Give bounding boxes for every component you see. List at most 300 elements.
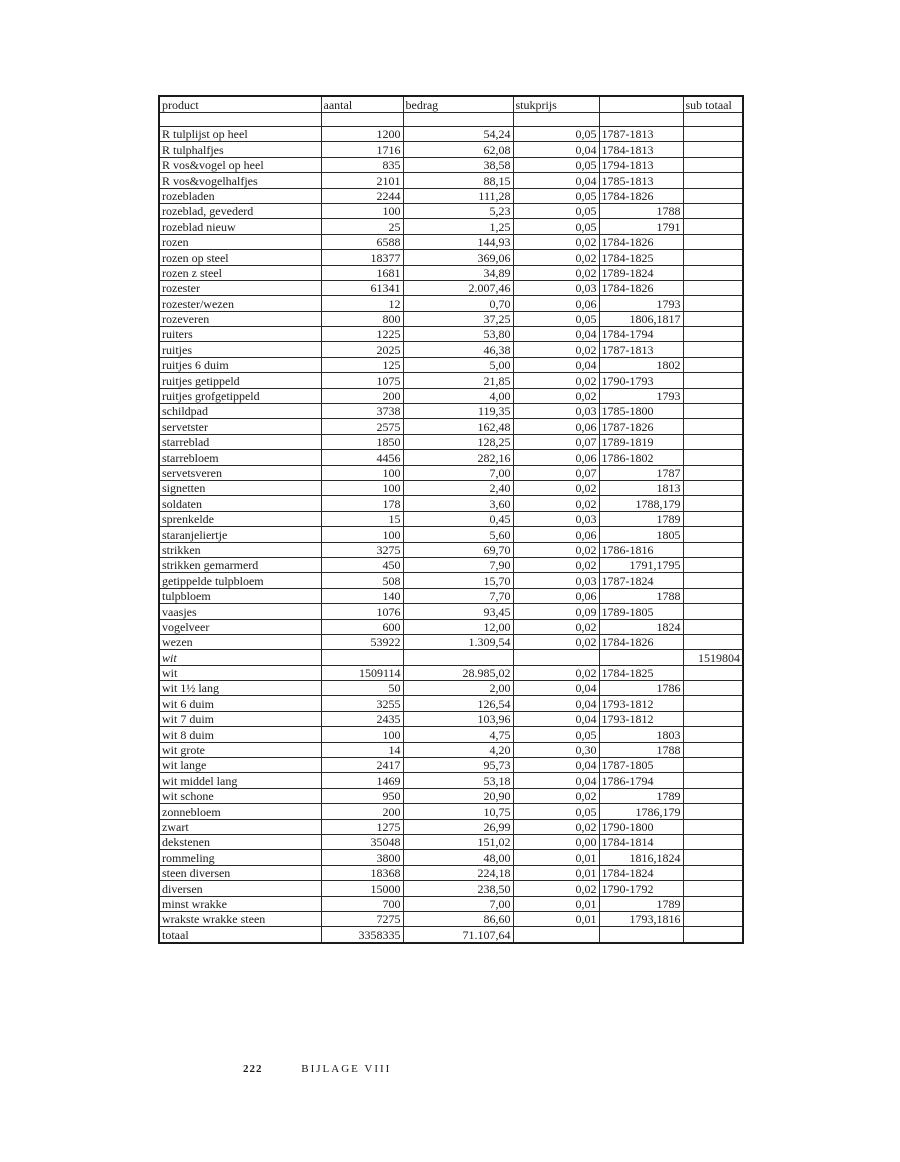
cell-bedrag: 28.985,02 — [403, 665, 513, 680]
cell-stukprijs: 0,07 — [513, 434, 599, 449]
cell-product: getippelde tulpbloem — [159, 573, 321, 588]
cell-subtotaal — [683, 342, 743, 357]
cell-years: 1787-1813 — [599, 127, 683, 142]
table-row — [159, 511, 743, 526]
cell-stukprijs: 0,05 — [513, 219, 599, 234]
cell-subtotaal — [683, 265, 743, 280]
table-row — [159, 711, 743, 726]
cell-years: 1788 — [599, 742, 683, 757]
table-row — [159, 157, 743, 172]
cell-years: 1824 — [599, 619, 683, 634]
cell-subtotaal — [683, 557, 743, 572]
table-row — [159, 588, 743, 603]
cell-product: ruitjes grofgetippeld — [159, 388, 321, 403]
cell-stukprijs: 0,05 — [513, 727, 599, 742]
cell-bedrag: 10,75 — [403, 804, 513, 819]
cell-stukprijs: 0,06 — [513, 527, 599, 542]
cell-aantal: 1850 — [321, 434, 403, 449]
cell-years: 1784-1826 — [599, 234, 683, 249]
cell-subtotaal — [683, 665, 743, 680]
cell-aantal: 61341 — [321, 280, 403, 295]
cell-years: 1784-1825 — [599, 665, 683, 680]
cell-product: ruiters — [159, 327, 321, 342]
cell-aantal: 700 — [321, 896, 403, 911]
cell-years: 1787-1805 — [599, 758, 683, 773]
cell-years: 1789 — [599, 788, 683, 803]
cell-subtotaal — [683, 634, 743, 649]
cell-aantal: 200 — [321, 388, 403, 403]
cell-bedrag: 7,70 — [403, 588, 513, 603]
cell-subtotaal — [683, 804, 743, 819]
cell-aantal: 1076 — [321, 604, 403, 619]
cell-bedrag: 26,99 — [403, 819, 513, 834]
cell-stukprijs — [513, 650, 599, 665]
cell-aantal: 4456 — [321, 450, 403, 465]
cell-stukprijs: 0,02 — [513, 480, 599, 495]
cell-product: rozen z steel — [159, 265, 321, 280]
cell-aantal: 12 — [321, 296, 403, 311]
cell-stukprijs: 0,04 — [513, 357, 599, 372]
cell-years: 1790-1792 — [599, 881, 683, 896]
cell-stukprijs: 0,02 — [513, 250, 599, 265]
cell-aantal: 1275 — [321, 819, 403, 834]
cell-years: 1806,1817 — [599, 311, 683, 326]
cell-subtotaal — [683, 250, 743, 265]
cell-product: minst wrakke — [159, 896, 321, 911]
cell-bedrag: 111,28 — [403, 188, 513, 203]
cell-subtotaal — [683, 573, 743, 588]
cell-subtotaal — [683, 927, 743, 943]
cell-years: 1794-1813 — [599, 157, 683, 172]
cell-bedrag: 37,25 — [403, 311, 513, 326]
cell-stukprijs: 0,02 — [513, 665, 599, 680]
cell-subtotaal — [683, 450, 743, 465]
cell-stukprijs: 0,04 — [513, 773, 599, 788]
cell-aantal — [321, 650, 403, 665]
cell-bedrag: 3,60 — [403, 496, 513, 511]
cell-subtotaal — [683, 157, 743, 172]
cell-years: 1786-1802 — [599, 450, 683, 465]
page-number: 222 — [243, 1063, 263, 1075]
table-row — [159, 850, 743, 865]
cell-product: R tulplijst op heel — [159, 127, 321, 142]
cell-bedrag: 88,15 — [403, 173, 513, 188]
cell-years: 1786-1816 — [599, 542, 683, 557]
cell-years: 1787 — [599, 465, 683, 480]
cell-bedrag: 126,54 — [403, 696, 513, 711]
cell-years: 1784-1794 — [599, 327, 683, 342]
cell-aantal: 3358335 — [321, 927, 403, 943]
cell-subtotaal — [683, 311, 743, 326]
cell-bedrag: 53,18 — [403, 773, 513, 788]
cell-bedrag: 21,85 — [403, 373, 513, 388]
cell-subtotaal — [683, 327, 743, 342]
cell-years: 1784-1824 — [599, 865, 683, 880]
cell-bedrag: 151,02 — [403, 834, 513, 849]
cell-product: rozester — [159, 280, 321, 295]
cell-subtotaal — [683, 173, 743, 188]
cell-subtotaal — [683, 711, 743, 726]
cell-product: wrakste wrakke steen — [159, 911, 321, 926]
cell-product: wezen — [159, 634, 321, 649]
table-row — [159, 773, 743, 788]
cell-product: servetsveren — [159, 465, 321, 480]
cell-years: 1802 — [599, 357, 683, 372]
table-row — [159, 665, 743, 680]
cell-subtotaal — [683, 527, 743, 542]
cell-aantal: 2244 — [321, 188, 403, 203]
cell-subtotaal — [683, 542, 743, 557]
cell-product: schildpad — [159, 404, 321, 419]
cell-years: 1784-1826 — [599, 280, 683, 295]
cell-bedrag: 5,00 — [403, 357, 513, 372]
cell-subtotaal — [683, 296, 743, 311]
cell-bedrag: 119,35 — [403, 404, 513, 419]
cell-bedrag: 224,18 — [403, 865, 513, 880]
cell-subtotaal — [683, 773, 743, 788]
cell-stukprijs: 0,04 — [513, 142, 599, 157]
table-row — [159, 357, 743, 372]
cell-stukprijs: 0,03 — [513, 573, 599, 588]
cell-subtotaal — [683, 588, 743, 603]
cell-bedrag: 162,48 — [403, 419, 513, 434]
cell-product: R tulphalfjes — [159, 142, 321, 157]
cell-subtotaal — [683, 434, 743, 449]
cell-subtotaal — [683, 742, 743, 757]
cell-stukprijs: 0,05 — [513, 127, 599, 142]
table-row — [159, 557, 743, 572]
cell-subtotaal — [683, 681, 743, 696]
table-row — [159, 696, 743, 711]
cell-stukprijs: 0,02 — [513, 619, 599, 634]
cell-years — [599, 927, 683, 943]
cell-bedrag: 128,25 — [403, 434, 513, 449]
cell-aantal: 2575 — [321, 419, 403, 434]
cell-stukprijs: 0,04 — [513, 327, 599, 342]
cell-bedrag: 1,25 — [403, 219, 513, 234]
cell-bedrag: 5,60 — [403, 527, 513, 542]
cell-product: diversen — [159, 881, 321, 896]
cell-subtotaal — [683, 388, 743, 403]
cell-subtotaal — [683, 865, 743, 880]
cell-years: 1788 — [599, 203, 683, 218]
cell-bedrag: 20,90 — [403, 788, 513, 803]
cell-aantal: 3738 — [321, 404, 403, 419]
cell-years: 1793 — [599, 388, 683, 403]
cell-product: steen diversen — [159, 865, 321, 880]
table-row — [159, 819, 743, 834]
cell-stukprijs: 0,02 — [513, 265, 599, 280]
cell-product: wit middel lang — [159, 773, 321, 788]
cell-product: rozen — [159, 234, 321, 249]
cell-product: tulpbloem — [159, 588, 321, 603]
table-row — [159, 280, 743, 295]
cell-product: wit 1½ lang — [159, 681, 321, 696]
cell-stukprijs: 0,07 — [513, 465, 599, 480]
cell-product: dekstenen — [159, 834, 321, 849]
table-row — [159, 404, 743, 419]
table-row — [159, 173, 743, 188]
cell-stukprijs: 0,04 — [513, 758, 599, 773]
cell-product: rozeveren — [159, 311, 321, 326]
cell-subtotaal — [683, 911, 743, 926]
cell-product: wit grote — [159, 742, 321, 757]
cell-stukprijs: 0,05 — [513, 203, 599, 218]
table-row — [159, 296, 743, 311]
cell-subtotaal — [683, 373, 743, 388]
cell-stukprijs: 0,02 — [513, 542, 599, 557]
cell-bedrag: 54,24 — [403, 127, 513, 142]
cell-years: 1786-1794 — [599, 773, 683, 788]
cell-stukprijs: 0,05 — [513, 804, 599, 819]
cell-subtotaal — [683, 834, 743, 849]
product-table — [158, 95, 744, 944]
table-row — [159, 127, 743, 142]
cell-bedrag: 38,58 — [403, 157, 513, 172]
table-row — [159, 219, 743, 234]
table-row — [159, 896, 743, 911]
cell-product: rozen op steel — [159, 250, 321, 265]
cell-product: vaasjes — [159, 604, 321, 619]
cell-years: 1784-1813 — [599, 142, 683, 157]
header-subtotaal: sub totaal — [683, 96, 743, 113]
cell-product: strikken — [159, 542, 321, 557]
cell-aantal: 50 — [321, 681, 403, 696]
cell-years: 1786,179 — [599, 804, 683, 819]
table-row — [159, 327, 743, 342]
cell-aantal: 35048 — [321, 834, 403, 849]
cell-aantal: 3800 — [321, 850, 403, 865]
cell-years: 1789-1819 — [599, 434, 683, 449]
table-row — [159, 619, 743, 634]
cell-subtotaal — [683, 850, 743, 865]
cell-product: rozester/wezen — [159, 296, 321, 311]
cell-subtotaal — [683, 727, 743, 742]
table-row — [159, 342, 743, 357]
cell-aantal: 2417 — [321, 758, 403, 773]
cell-aantal: 100 — [321, 203, 403, 218]
cell-bedrag: 7,90 — [403, 557, 513, 572]
cell-years: 1789-1824 — [599, 265, 683, 280]
cell-stukprijs: 0,02 — [513, 342, 599, 357]
cell-aantal: 1200 — [321, 127, 403, 142]
cell-bedrag: 7,00 — [403, 896, 513, 911]
cell-subtotaal — [683, 758, 743, 773]
cell-stukprijs: 0,02 — [513, 634, 599, 649]
cell-bedrag: 4,20 — [403, 742, 513, 757]
header-stukprijs: stukprijs — [513, 96, 599, 113]
cell-bedrag: 46,38 — [403, 342, 513, 357]
cell-subtotaal — [683, 219, 743, 234]
cell-bedrag: 95,73 — [403, 758, 513, 773]
cell-product: wit 6 duim — [159, 696, 321, 711]
cell-years: 1790-1793 — [599, 373, 683, 388]
table-row — [159, 727, 743, 742]
cell-stukprijs: 0,02 — [513, 373, 599, 388]
cell-years: 1793-1812 — [599, 696, 683, 711]
cell-bedrag: 4,75 — [403, 727, 513, 742]
cell-product: ruitjes getippeld — [159, 373, 321, 388]
table-row — [159, 527, 743, 542]
cell-aantal: 2101 — [321, 173, 403, 188]
cell-years — [599, 650, 683, 665]
table-row — [159, 496, 743, 511]
table-row — [159, 927, 743, 943]
cell-stukprijs: 0,01 — [513, 865, 599, 880]
cell-product: rozebladen — [159, 188, 321, 203]
cell-bedrag: 2.007,46 — [403, 280, 513, 295]
cell-aantal: 950 — [321, 788, 403, 803]
cell-aantal: 508 — [321, 573, 403, 588]
table-row — [159, 834, 743, 849]
cell-years: 1789 — [599, 896, 683, 911]
cell-years: 1793-1812 — [599, 711, 683, 726]
cell-aantal: 100 — [321, 465, 403, 480]
cell-product: wit 7 duim — [159, 711, 321, 726]
cell-years: 1805 — [599, 527, 683, 542]
cell-aantal: 1509114 — [321, 665, 403, 680]
cell-bedrag: 53,80 — [403, 327, 513, 342]
table-row — [159, 373, 743, 388]
table-row — [159, 311, 743, 326]
cell-stukprijs: 0,01 — [513, 850, 599, 865]
table-row — [159, 681, 743, 696]
cell-years: 1788,179 — [599, 496, 683, 511]
cell-stukprijs: 0,05 — [513, 188, 599, 203]
cell-years: 1784-1826 — [599, 634, 683, 649]
cell-bedrag: 238,50 — [403, 881, 513, 896]
cell-aantal: 1681 — [321, 265, 403, 280]
cell-product: rommeling — [159, 850, 321, 865]
cell-aantal: 3275 — [321, 542, 403, 557]
cell-aantal: 14 — [321, 742, 403, 757]
cell-product: zonnebloem — [159, 804, 321, 819]
cell-stukprijs: 0,05 — [513, 157, 599, 172]
cell-bedrag: 71.107,64 — [403, 927, 513, 943]
cell-bedrag: 2,00 — [403, 681, 513, 696]
cell-stukprijs: 0,03 — [513, 280, 599, 295]
cell-stukprijs: 0,04 — [513, 711, 599, 726]
cell-stukprijs: 0,03 — [513, 404, 599, 419]
spacer-row — [159, 113, 743, 127]
cell-bedrag: 103,96 — [403, 711, 513, 726]
cell-bedrag: 7,00 — [403, 465, 513, 480]
cell-years: 1784-1814 — [599, 834, 683, 849]
cell-aantal: 125 — [321, 357, 403, 372]
cell-years: 1791 — [599, 219, 683, 234]
cell-stukprijs: 0,02 — [513, 557, 599, 572]
cell-product: ruitjes — [159, 342, 321, 357]
table-row — [159, 465, 743, 480]
cell-subtotaal — [683, 619, 743, 634]
cell-bedrag: 144,93 — [403, 234, 513, 249]
header-bedrag: bedrag — [403, 96, 513, 113]
cell-bedrag: 15,70 — [403, 573, 513, 588]
cell-subtotaal — [683, 280, 743, 295]
cell-product: staranjeliertje — [159, 527, 321, 542]
cell-subtotaal — [683, 496, 743, 511]
cell-years: 1787-1826 — [599, 419, 683, 434]
cell-subtotaal — [683, 465, 743, 480]
table-row — [159, 650, 743, 665]
cell-subtotaal — [683, 511, 743, 526]
cell-bedrag: 48,00 — [403, 850, 513, 865]
cell-aantal: 200 — [321, 804, 403, 819]
cell-years: 1803 — [599, 727, 683, 742]
table-row — [159, 480, 743, 495]
cell-aantal: 100 — [321, 727, 403, 742]
data-table-container — [158, 95, 742, 944]
table-row — [159, 911, 743, 926]
cell-stukprijs: 0,01 — [513, 911, 599, 926]
cell-bedrag: 1.309,54 — [403, 634, 513, 649]
cell-aantal: 18377 — [321, 250, 403, 265]
cell-stukprijs: 0,04 — [513, 173, 599, 188]
cell-product: starrebloem — [159, 450, 321, 465]
cell-bedrag: 69,70 — [403, 542, 513, 557]
cell-stukprijs: 0,02 — [513, 881, 599, 896]
cell-aantal: 835 — [321, 157, 403, 172]
cell-subtotaal — [683, 881, 743, 896]
cell-subtotaal — [683, 788, 743, 803]
cell-aantal: 140 — [321, 588, 403, 603]
cell-aantal: 100 — [321, 480, 403, 495]
cell-aantal: 178 — [321, 496, 403, 511]
cell-stukprijs — [513, 927, 599, 943]
cell-bedrag: 62,08 — [403, 142, 513, 157]
cell-years: 1785-1813 — [599, 173, 683, 188]
cell-bedrag: 2,40 — [403, 480, 513, 495]
cell-bedrag: 12,00 — [403, 619, 513, 634]
cell-aantal: 7275 — [321, 911, 403, 926]
cell-years: 1793 — [599, 296, 683, 311]
table-row — [159, 804, 743, 819]
cell-subtotaal — [683, 188, 743, 203]
cell-years: 1816,1824 — [599, 850, 683, 865]
cell-product: wit — [159, 650, 321, 665]
cell-stukprijs: 0,06 — [513, 296, 599, 311]
cell-stukprijs: 0,02 — [513, 819, 599, 834]
cell-years: 1790-1800 — [599, 819, 683, 834]
cell-product: ruitjes 6 duim — [159, 357, 321, 372]
cell-aantal: 450 — [321, 557, 403, 572]
cell-subtotaal — [683, 896, 743, 911]
cell-stukprijs: 0,01 — [513, 896, 599, 911]
cell-aantal: 25 — [321, 219, 403, 234]
table-row — [159, 742, 743, 757]
header-product: product — [159, 96, 321, 113]
cell-years: 1813 — [599, 480, 683, 495]
cell-stukprijs: 0,00 — [513, 834, 599, 849]
table-row — [159, 573, 743, 588]
cell-subtotaal — [683, 604, 743, 619]
cell-stukprijs: 0,02 — [513, 234, 599, 249]
cell-years: 1785-1800 — [599, 404, 683, 419]
table-row — [159, 142, 743, 157]
header-years — [599, 96, 683, 113]
cell-stukprijs: 0,30 — [513, 742, 599, 757]
cell-stukprijs: 0,09 — [513, 604, 599, 619]
cell-product: R vos&vogelhalfjes — [159, 173, 321, 188]
cell-product: wit lange — [159, 758, 321, 773]
cell-years: 1786 — [599, 681, 683, 696]
cell-bedrag: 0,45 — [403, 511, 513, 526]
cell-product: wit 8 duim — [159, 727, 321, 742]
cell-aantal: 100 — [321, 527, 403, 542]
table-row — [159, 881, 743, 896]
cell-stukprijs: 0,05 — [513, 311, 599, 326]
cell-subtotaal — [683, 819, 743, 834]
